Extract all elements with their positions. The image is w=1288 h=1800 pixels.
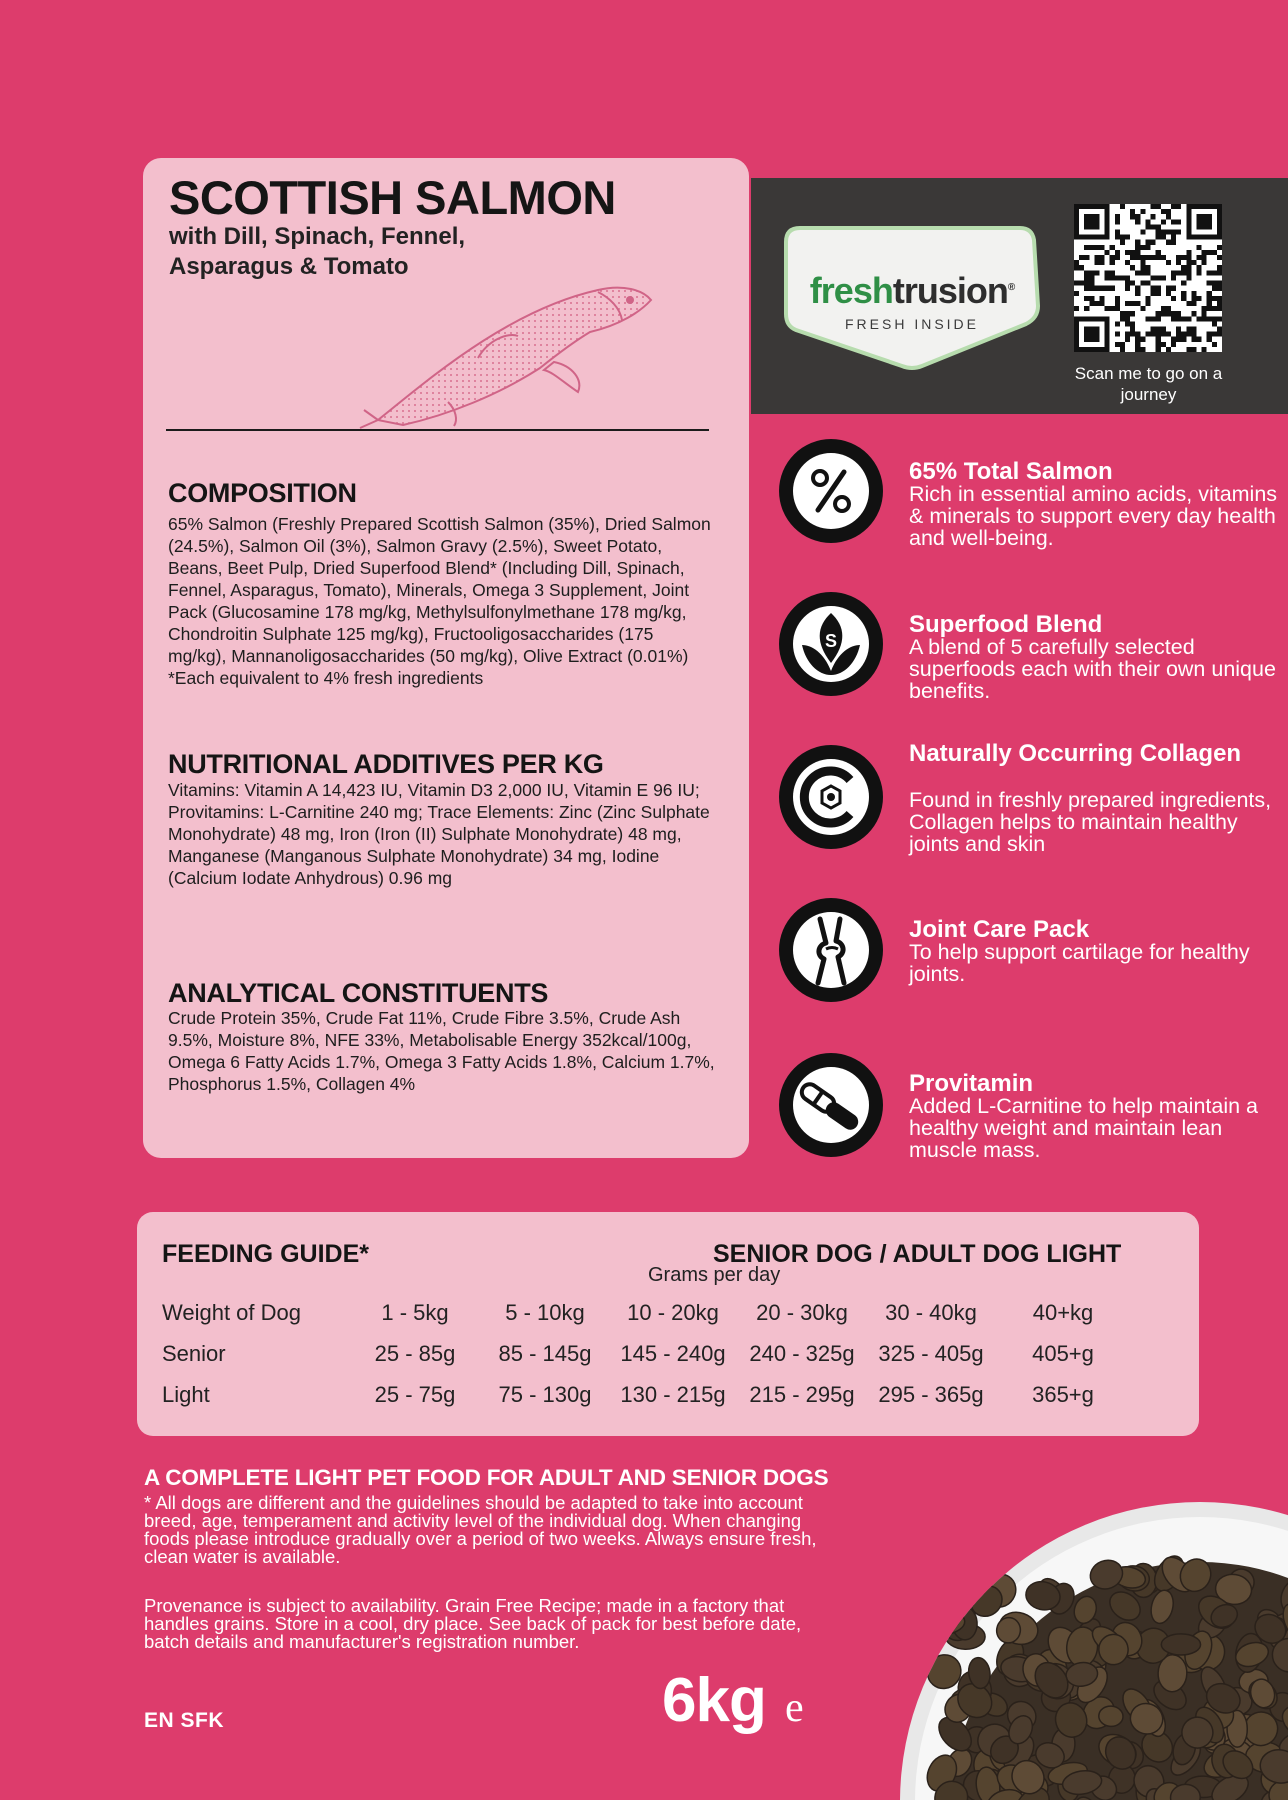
table-cell: 130 - 215g: [620, 1382, 726, 1407]
composition-ingredients: 65% Salmon (Freshly Prepared Scottish Salmon (35%), Dried Salmon (24.5%), Salmon Oil (3%), Salmon Gravy (2.5%), Sweet Potato, Beans, Beet Pulp, Dried Superfood Blend* (Including Dill, Spinach, Fennel, Asparagus, Tomato), Minerals, Omega 3 Supplement, Joint Pack (Glucosamine 178 mg/kg, Methylsulfonylmethane 178 mg/kg, Chondroitin Sulphate 125 mg/kg), Fructooligosaccharides (175 mg/kg), Mannanoligosaccharides (50 mg/kg), Olive Extract (0.01%): [168, 514, 711, 666]
table-cell: 405+g: [1032, 1341, 1094, 1366]
composition-heading: COMPOSITION: [168, 478, 357, 508]
table-cell: 10 - 20kg: [627, 1300, 719, 1325]
table-cell: 20 - 30kg: [756, 1300, 848, 1325]
pack-weight: 6kg: [662, 1666, 766, 1735]
kibble-bowl-image: [880, 1462, 1288, 1800]
product-info-card: [143, 158, 749, 1158]
feature-desc-collagen: Found in freshly prepared ingredients, Collagen helps to maintain healthy joints and skin: [909, 788, 1272, 856]
feature-desc-superfood: A blend of 5 carefully selected superfoods each with their own unique benefits.: [909, 635, 1276, 703]
provenance-note: Provenance is subject to availability. Grain Free Recipe; made in a factory that handles grains. Store in a cool, dry place. See back of pack for best before date, batch details and manufacturer's registration number.: [144, 1595, 802, 1652]
table-row: [162, 1341, 1182, 1371]
kibble-piece: [923, 1576, 960, 1616]
feature-title-provitamin: Provitamin: [909, 1070, 1034, 1097]
feeding-header-row: [162, 1300, 1182, 1330]
product-subtitle: with Dill, Spinach, Fennel, Asparagus & Tomato: [169, 223, 466, 280]
table-cell: 30 - 40kg: [885, 1300, 977, 1325]
estimated-sign: e: [785, 1685, 804, 1731]
table-cell: 85 - 145g: [498, 1341, 592, 1366]
table-cell: 325 - 405g: [878, 1341, 984, 1366]
kibble-piece: [1161, 1634, 1200, 1655]
feeding-guide-variant: SENIOR DOG / ADULT DOG LIGHT: [713, 1240, 1122, 1268]
freshtrusion-logo: [782, 220, 1042, 377]
svg-text:S: S: [824, 631, 838, 651]
table-cell: 40+kg: [1032, 1300, 1094, 1325]
table-cell: 75 - 130g: [498, 1382, 592, 1407]
table-cell: 1 - 5kg: [381, 1300, 449, 1325]
capsule-icon: [778, 1052, 884, 1158]
percent-icon: [778, 438, 884, 544]
brand-wordmark: [782, 270, 1042, 312]
brand-wordmark-fresh: fresh: [809, 270, 893, 311]
grams-per-day-label: Grams per day: [648, 1264, 781, 1286]
product-claim: A COMPLETE LIGHT PET FOOD FOR ADULT AND SENIOR DOGS: [144, 1465, 829, 1490]
title-divider: [166, 429, 709, 431]
brand-band: [751, 178, 1288, 414]
feeding-guide-card: [137, 1212, 1199, 1436]
brand-tagline: FRESH INSIDE: [844, 316, 979, 332]
composition-footnote: *Each equivalent to 4% fresh ingredients: [168, 668, 484, 688]
table-cell: 145 - 240g: [620, 1341, 726, 1366]
product-title: SCOTTISH SALMON: [169, 171, 616, 224]
table-row: [162, 1382, 1182, 1412]
feature-title-joint: Joint Care Pack: [909, 916, 1090, 943]
feeding-disclaimer: * All dogs are different and the guidelines should be adapted to take into account breed, age, temperament and activity level of the individual dog. When changing foods please introduce gradually over a period of two weeks. Always ensure fresh, clean water is available.: [144, 1492, 817, 1567]
superfood-leaf-icon: [778, 591, 884, 697]
row-label-light: Light: [162, 1382, 210, 1407]
feature-title-salmon: 65% Total Salmon: [909, 458, 1113, 485]
registered-mark: ®: [1007, 282, 1015, 293]
analytical-heading: ANALYTICAL CONSTITUENTS: [168, 978, 549, 1008]
table-cell: 215 - 295g: [749, 1382, 855, 1407]
table-cell: 25 - 85g: [374, 1341, 456, 1366]
feature-title-collagen: Naturally Occurring Collagen: [909, 740, 1242, 767]
row-label-senior: Senior: [162, 1341, 226, 1366]
salmon-illustration: [358, 270, 658, 430]
feature-desc-provitamin: Added L-Carnitine to help maintain a healthy weight and maintain lean muscle mass.: [909, 1094, 1258, 1162]
table-cell: 365+g: [1032, 1382, 1094, 1407]
qr-caption: Scan me to go on a journey: [1074, 364, 1223, 404]
feeding-guide-title: FEEDING GUIDE*: [162, 1240, 369, 1268]
qr-code[interactable]: [1074, 204, 1222, 352]
feature-title-superfood: Superfood Blend: [909, 611, 1103, 638]
weight-of-dog-label: Weight of Dog: [162, 1300, 302, 1325]
additives-text: Vitamins: Vitamin A 14,423 IU, Vitamin D3 2,000 IU, Vitamin E 96 IU; Provitamins: L-Carnitine 240 mg; Trace Elements: Zinc (Zinc Sulphate Monohydrate) 48 mg, Iron (Iron (II) Sulphate Monohydrate) 48 mg, Manganese (Manganous Sulphate Monohydrate) 34 mg, Iodine (Calcium Iodate Anhydrous) 0.96 mg: [168, 780, 710, 888]
language-code: EN SFK: [144, 1709, 225, 1732]
brand-wordmark-trusion: trusion: [892, 270, 1008, 311]
feature-desc-salmon: Rich in essential amino acids, vitamins & minerals to support every day health and well-being.: [909, 482, 1278, 550]
table-cell: 5 - 10kg: [505, 1300, 585, 1325]
additives-heading: NUTRITIONAL ADDITIVES PER KG: [168, 749, 604, 779]
table-cell: 295 - 365g: [878, 1382, 984, 1407]
table-cell: 25 - 75g: [374, 1382, 456, 1407]
feature-desc-joint: To help support cartilage for healthy joints.: [909, 940, 1250, 986]
table-cell: 240 - 325g: [749, 1341, 855, 1366]
composition-text: [168, 513, 716, 689]
collagen-icon: [778, 744, 884, 850]
analytical-text: Crude Protein 35%, Crude Fat 11%, Crude Fibre 3.5%, Crude Ash 9.5%, Moisture 8%, NFE 33%, Metabolisable Energy 352kcal/100g, Omega 6 Fatty Acids 1.7%, Omega 3 Fatty Acids 1.8%, Calcium 1.7%, Phosphorus 1.5%, Collagen 4%: [168, 1008, 715, 1094]
joint-icon: [778, 897, 884, 1003]
